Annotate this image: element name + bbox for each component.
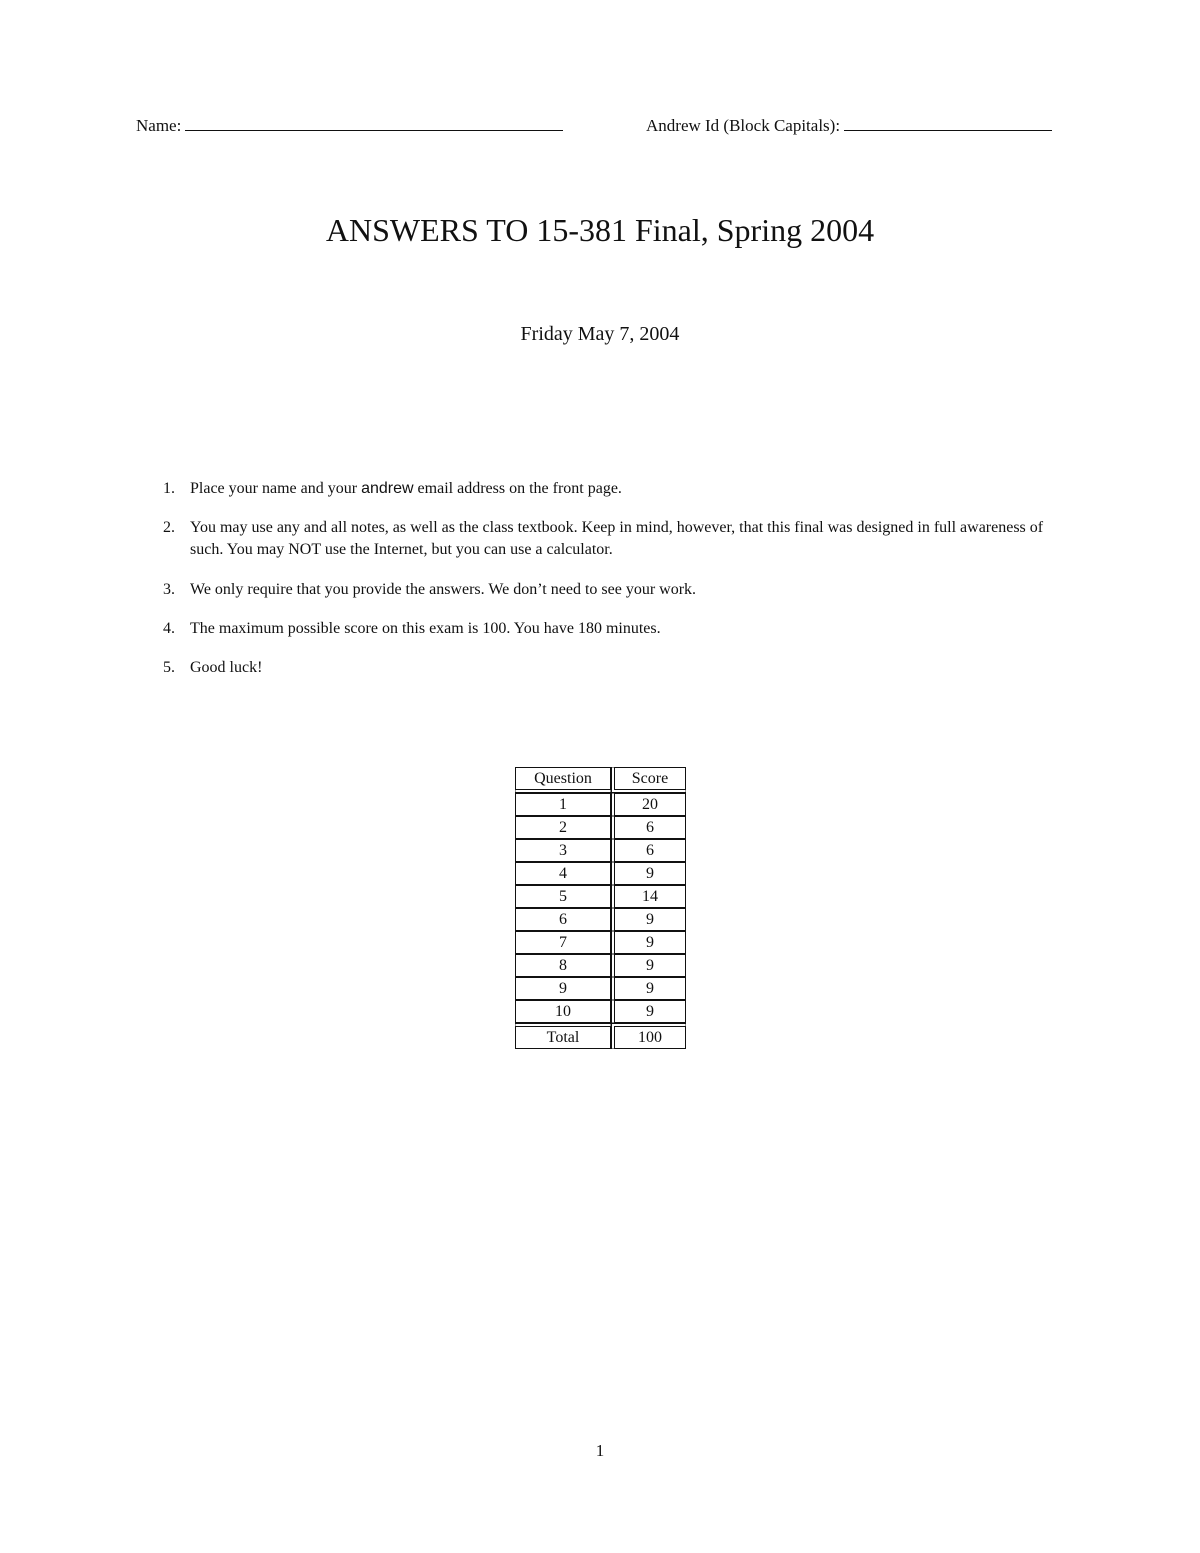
andrew-id-label: Andrew Id (Block Capitals): [646, 116, 841, 135]
table-row [515, 931, 686, 954]
score-cell: 9 [611, 908, 686, 931]
instruction-number: 1. [163, 480, 175, 497]
instruction-text: You may use any and all notes, as well as the class textbook. Keep in mind, however, that this final was designed in full awareness of such. You may NOT use the Internet, but you can use a calculator. [190, 519, 1044, 558]
page-title: ANSWERS TO 15-381 Final, Spring 2004 [325, 212, 875, 248]
instruction-item [163, 517, 1063, 561]
exam-date: Friday May 7, 2004 [520, 323, 680, 345]
score-cell: 6 [611, 839, 686, 862]
instruction-item [163, 579, 1063, 601]
question-cell: 6 [515, 908, 611, 931]
table-header-row [515, 767, 686, 793]
table-row [515, 885, 686, 908]
instruction-text: We only require that you provide the answers. We don’t need to see your work. [190, 581, 697, 598]
name-blank [185, 116, 563, 131]
instruction-number: 3. [163, 581, 175, 598]
question-cell: 3 [515, 839, 611, 862]
instruction-text-after: email address on the front page. [413, 480, 622, 497]
score-cell: 9 [611, 977, 686, 1000]
question-cell: 10 [515, 1000, 611, 1023]
name-field-line [136, 116, 563, 136]
total-row [515, 1023, 686, 1049]
table-row [515, 839, 686, 862]
instruction-text: Good luck! [190, 659, 263, 676]
score-table [515, 767, 686, 1049]
score-cell: 14 [611, 885, 686, 908]
andrew-id-field-line [646, 116, 1052, 136]
instruction-number: 2. [163, 519, 175, 536]
question-cell: 2 [515, 816, 611, 839]
instruction-item [163, 478, 1063, 500]
score-cell: 6 [611, 816, 686, 839]
table-row [515, 954, 686, 977]
score-cell: 20 [611, 793, 686, 816]
table-row [515, 816, 686, 839]
total-label-cell: Total [515, 1023, 611, 1049]
column-header-question: Question [515, 767, 611, 793]
instruction-text: Place your name and your [190, 480, 362, 497]
question-cell: 7 [515, 931, 611, 954]
name-label: Name: [136, 116, 182, 135]
instruction-number: 5. [163, 659, 175, 676]
score-cell: 9 [611, 954, 686, 977]
page-number: 1 [595, 1441, 605, 1460]
score-cell: 9 [611, 862, 686, 885]
question-cell: 1 [515, 793, 611, 816]
andrew-id-blank [844, 116, 1052, 131]
table-row [515, 862, 686, 885]
score-cell: 9 [611, 1000, 686, 1023]
table-row [515, 977, 686, 1000]
instruction-item [163, 618, 1063, 640]
column-header-score: Score [611, 767, 686, 793]
instruction-text: The maximum possible score on this exam is 100. You have 180 minutes. [190, 620, 661, 637]
table-row [515, 793, 686, 816]
instruction-item [163, 657, 1063, 679]
table-row [515, 1000, 686, 1023]
total-score-cell: 100 [611, 1023, 686, 1049]
question-cell: 4 [515, 862, 611, 885]
question-cell: 9 [515, 977, 611, 1000]
instruction-emphasis: andrew [361, 480, 414, 497]
table-row [515, 908, 686, 931]
score-cell: 9 [611, 931, 686, 954]
instructions-list [163, 478, 1063, 696]
question-cell: 5 [515, 885, 611, 908]
instruction-number: 4. [163, 620, 175, 637]
question-cell: 8 [515, 954, 611, 977]
